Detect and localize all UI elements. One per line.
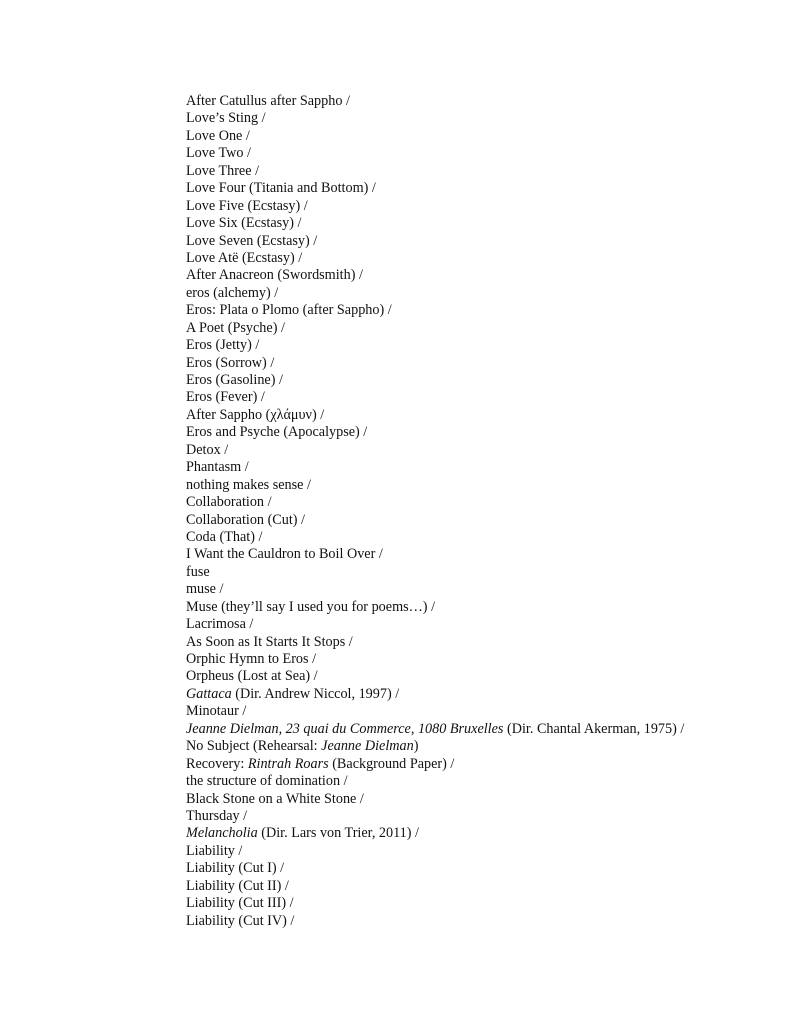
list-item [186,913,684,930]
list-item [186,233,684,250]
list-item [186,389,684,406]
title-text: Coda (That) / [186,528,263,545]
list-item [186,599,684,616]
list-item [186,634,684,651]
list-item [186,337,684,354]
title-text: Love Five (Ecstasy) / [186,197,308,214]
title-text: Eros (Gasoline) / [186,372,283,388]
title-text: After Catullus after Sappho / [186,93,350,109]
list-item [186,128,684,145]
list-item [186,215,684,232]
list-item [186,616,684,633]
title-text: Eros (Jetty) / [186,337,260,354]
list-item [186,738,684,755]
list-item [186,93,684,110]
title-text: After Sappho (χλάμυν) / [186,406,325,423]
title-text: (Dir. Chantal Akerman, 1975) / [503,720,685,737]
title-text: (Dir. Lars von Trier, 2011) / [257,825,419,842]
title-text: Lacrimosa / [186,616,254,633]
title-text: Collaboration / [186,494,272,511]
title-text: Love Four (Titania and Bottom) / [186,180,376,197]
list-item [186,878,684,895]
title-text: Muse (they’ll say I used you for poems…) / [186,598,436,615]
list-item [186,477,684,494]
list-item [186,721,684,738]
title-text: Collaboration (Cut) / [186,511,306,528]
list-item [186,791,684,808]
title-text: Love One / [186,127,250,144]
italic-title-text: Melancholia [186,825,258,842]
list-item [186,110,684,127]
title-text: (Background Paper) / [328,755,455,772]
title-text: Phantasm / [186,459,249,476]
title-text: eros (alchemy) / [186,284,279,301]
title-text: Liability (Cut IV) / [186,912,295,929]
list-item [186,512,684,529]
list-item [186,302,684,319]
title-text: Love Atë (Ecstasy) / [186,249,303,266]
list-item [186,808,684,825]
poem-title-list [186,93,684,930]
list-item [186,407,684,424]
title-text: ) [413,738,419,755]
list-item [186,756,684,773]
title-text: I Want the Cauldron to Boil Over / [186,546,383,563]
list-item [186,773,684,790]
title-text: Orpheus (Lost at Sea) / [186,668,318,685]
list-item [186,651,684,668]
title-text: Love’s Sting / [186,110,266,127]
title-text: the structure of domination / [186,773,348,790]
list-item [186,581,684,598]
title-text: Eros: Plata o Plomo (after Sappho) / [186,302,392,319]
list-item [186,843,684,860]
list-item [186,546,684,563]
title-text: Minotaur / [186,703,247,720]
title-text: Black Stone on a White Stone / [186,790,364,807]
title-text: Liability / [186,842,243,859]
list-item [186,529,684,546]
title-text: As Soon as It Starts It Stops / [186,633,353,650]
title-text: Liability (Cut I) / [186,860,285,877]
list-item [186,459,684,476]
list-item [186,355,684,372]
title-text: muse / [186,581,224,598]
list-item [186,703,684,720]
title-text: Detox / [186,441,229,458]
list-item [186,145,684,162]
list-item [186,250,684,267]
list-item [186,320,684,337]
list-item [186,163,684,180]
title-text: Eros (Fever) / [186,389,265,406]
list-item [186,860,684,877]
title-text: Eros (Sorrow) / [186,354,275,371]
list-item [186,372,684,389]
title-text: Love Six (Ecstasy) / [186,215,302,232]
list-item [186,267,684,284]
title-text: Thursday / [186,807,248,824]
title-text: nothing makes sense / [186,476,311,493]
list-item [186,564,684,581]
title-text: After Anacreon (Swordsmith) / [186,267,363,284]
list-item [186,895,684,912]
title-text: Orphic Hymn to Eros / [186,651,317,667]
list-item [186,424,684,441]
list-item [186,825,684,842]
list-item [186,285,684,302]
list-item [186,668,684,685]
italic-title-text: Jeanne Dielman [321,738,414,755]
list-item [186,442,684,459]
title-text: (Dir. Andrew Niccol, 1997) / [231,685,400,702]
title-text: fuse [186,563,210,580]
italic-title-text: Jeanne Dielman, 23 quai du Commerce, 1080 Bruxelles [186,720,504,737]
title-text: A Poet (Psyche) / [186,319,285,336]
italic-title-text: Gattaca [186,685,232,702]
title-text: Recovery: [186,755,248,772]
title-text: No Subject (Rehearsal: [186,738,322,755]
title-text: Liability (Cut II) / [186,877,289,894]
title-text: Love Seven (Ecstasy) / [186,232,318,249]
title-text: Eros and Psyche (Apocalypse) / [186,424,368,441]
title-text: Love Two / [186,145,251,162]
italic-title-text: Rintrah Roars [247,755,329,772]
title-text: Love Three / [186,162,260,179]
list-item [186,198,684,215]
title-text: Liability (Cut III) / [186,895,294,912]
list-item [186,494,684,511]
list-item [186,180,684,197]
list-item [186,686,684,703]
